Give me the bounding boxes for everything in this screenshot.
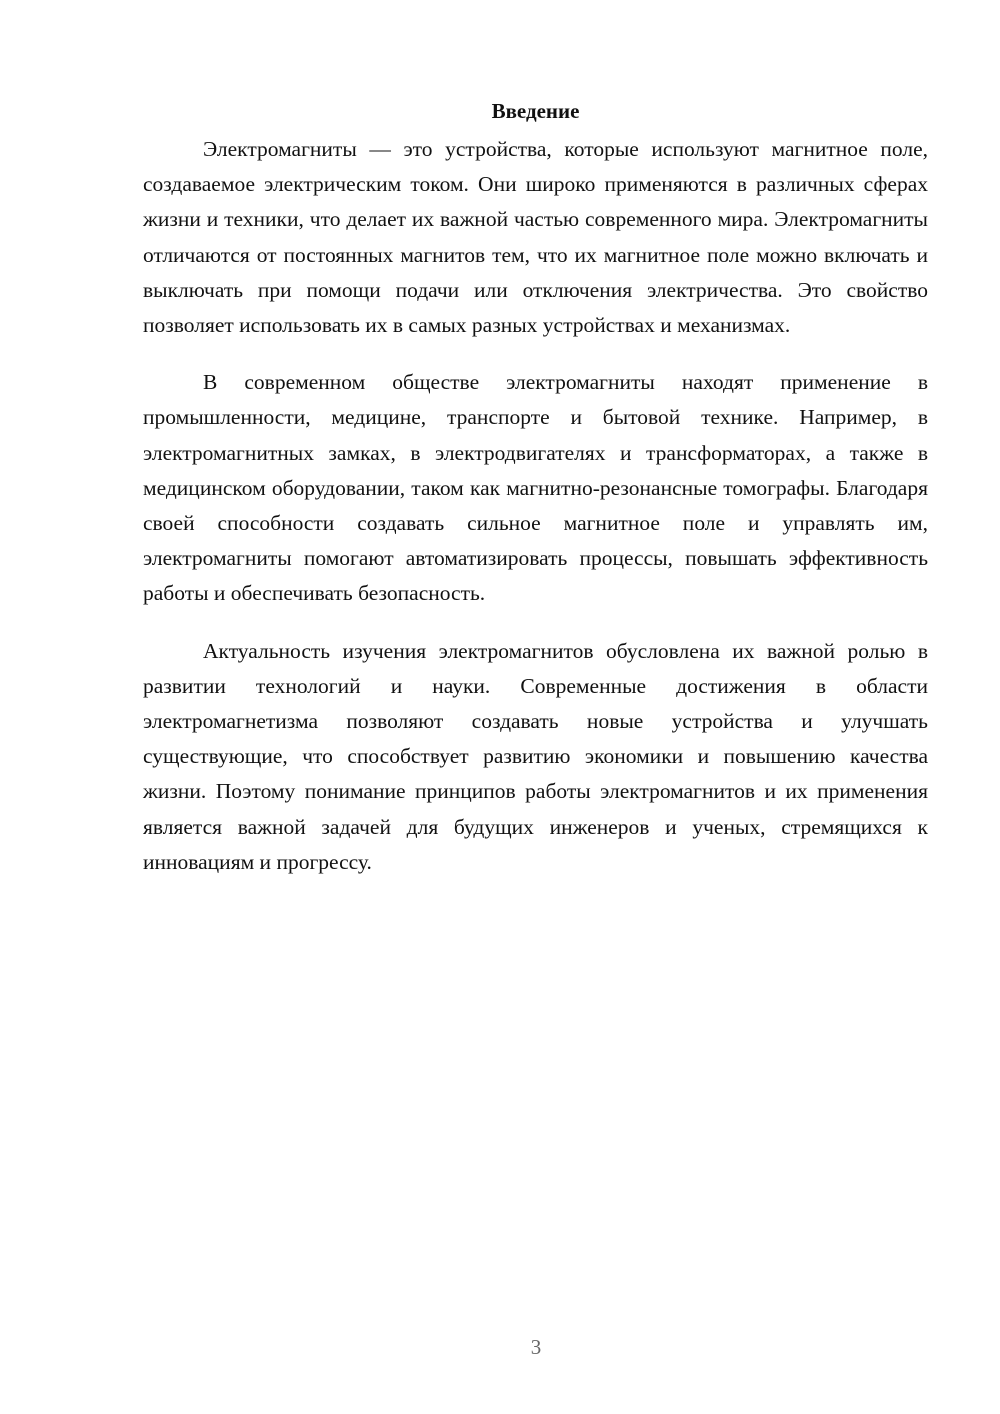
paragraph-1: Электромагниты — это устройства, которые используют магнитное поле, создаваемое электрическим током. Они широко применяются в различных сферах жизни и техники, что делает их важной частью современного мира. Электромагниты отличаются от постоянных магнитов тем, что их магнитное поле можно включать и выключать при помощи подачи или отключения электричества. Это свойство позволяет использовать их в самых разных устройствах и механизмах. xyxy=(143,137,928,338)
page-content xyxy=(143,96,928,902)
section-title: Введение xyxy=(491,99,580,123)
paragraph-2: В современном обществе электромагниты находят применение в промышленности, медицине, транспорте и бытовой технике. Например, в электромагнитных замках, в электродвигателях и трансформаторах, а также в медицинском оборудовании, таком как магнитно-резонансные томографы. Благодаря своей способности создавать сильное магнитное поле и управлять им, электромагниты помогают автоматизировать процессы, повышать эффективность работы и обеспечивать безопасность. xyxy=(143,370,928,606)
paragraph-3: Актуальность изучения электромагнитов обусловлена их важной ролью в развитии технологий и науки. Современные достижения в области электромагнетизма позволяют создавать новые устройства и улучшать существующие, что способствует развитию экономики и повышению качества жизни. Поэтому понимание принципов работы электромагнитов и их применения является важной задачей для будущих инженеров и ученых, стремящихся к инновациям и прогрессу. xyxy=(143,638,928,874)
page-number: 3 xyxy=(530,1335,542,1359)
